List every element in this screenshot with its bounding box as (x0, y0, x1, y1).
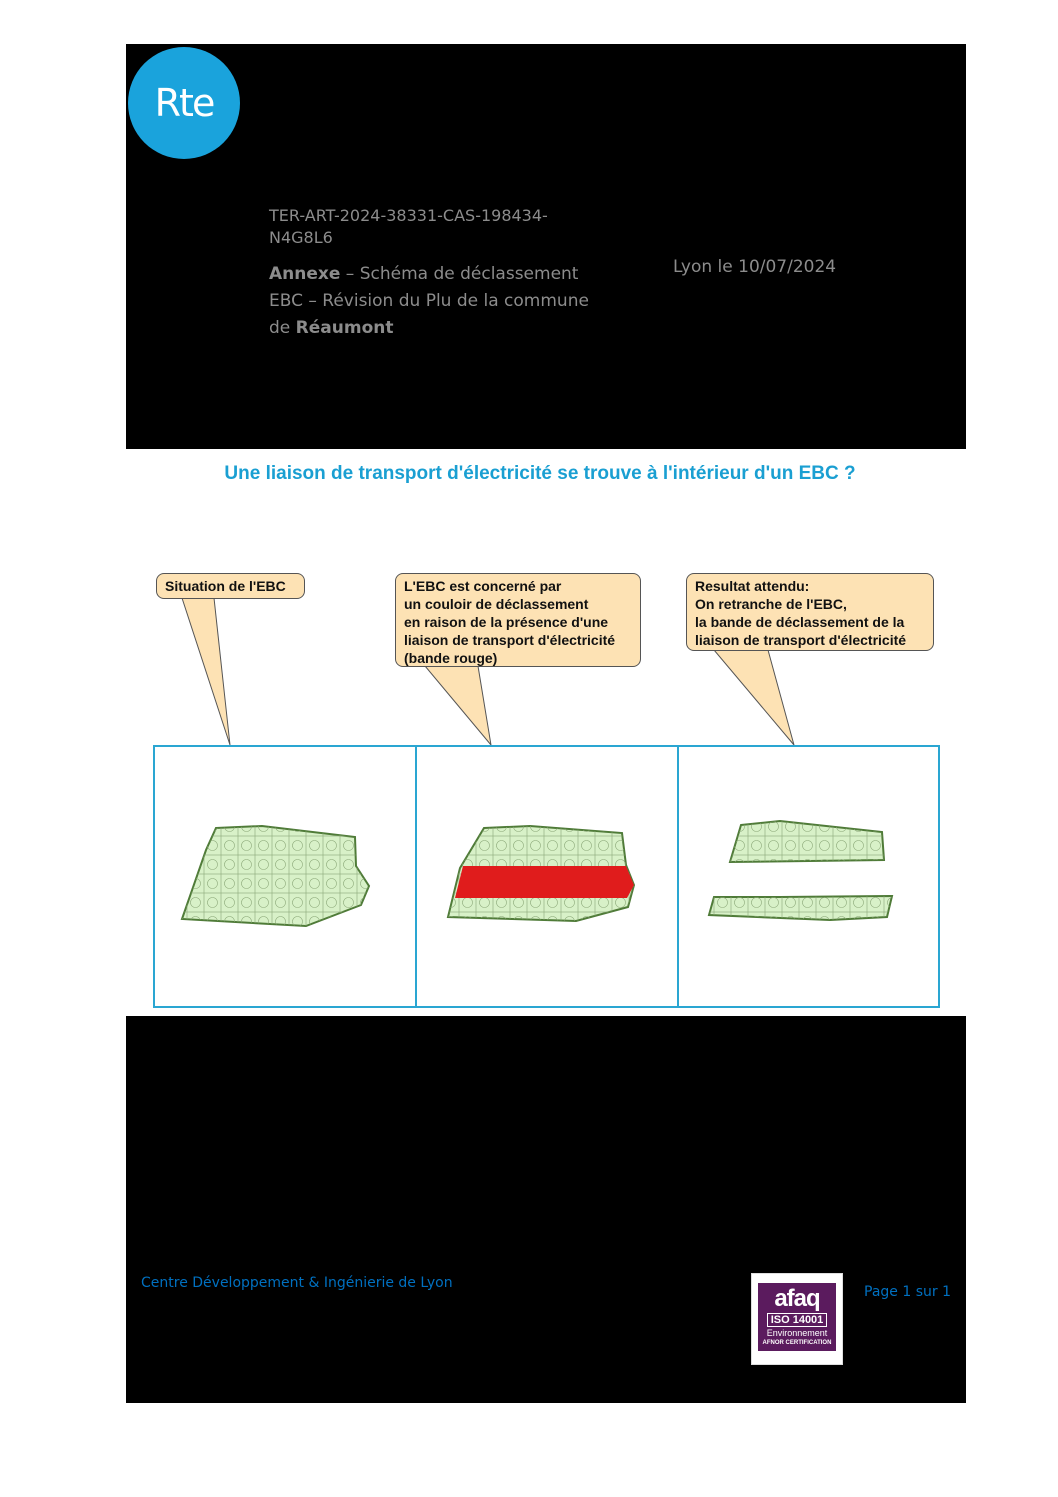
document-date: Lyon le 10/07/2024 (673, 257, 837, 277)
bubble-3-tail (714, 650, 794, 745)
callout-couloir (395, 573, 641, 667)
page-number: Page 1 sur 1 (864, 1284, 951, 1300)
callout-couloir-line: en raison de la présence d'une (404, 614, 609, 630)
panel-resultat (678, 746, 939, 1007)
callout-couloir-line: (bande rouge) (404, 650, 498, 666)
subject-bold-1: Annexe (269, 264, 341, 284)
callout-resultat-line: Resultat attendu: (695, 578, 810, 594)
declassement-band (455, 866, 634, 898)
cert-brand: afaq (774, 1285, 820, 1312)
bubble-1-tail (182, 598, 230, 745)
bubble-2-tail (425, 666, 491, 745)
cert-env: Environnement (766, 1328, 828, 1338)
callout-situation-line: Situation de l'EBC (165, 578, 286, 594)
cert-afnor: AFNOR CERTIFICATION (762, 1340, 832, 1346)
reference-line-2: N4G8L6 (269, 228, 333, 247)
callout-situation (156, 573, 305, 599)
footer-center-name: Centre Développement & Ingénierie de Lyon (141, 1275, 453, 1291)
callout-resultat-line: liaison de transport d'électricité (695, 632, 907, 648)
callout-couloir-line: un couloir de déclassement (404, 596, 589, 612)
subject-text: – Schéma de déclassement EBC – Révision du Plu de la commune de (269, 264, 589, 338)
reference-line-1: TER-ART-2024-38331-CAS-198434- (269, 206, 548, 225)
cert-iso: ISO 14001 (767, 1313, 828, 1327)
callout-couloir-line: L'EBC est concerné par (404, 578, 562, 594)
subject-bold-2: Réaumont (295, 318, 394, 338)
logo-text: Rte (154, 81, 214, 125)
callout-resultat-line: la bande de déclassement de la (695, 614, 905, 630)
diagram-title: Une liaison de transport d'électricité se trouve à l'intérieur d'un EBC ? (224, 463, 856, 484)
callout-resultat (686, 573, 934, 651)
callout-resultat-line: On retranche de l'EBC, (695, 596, 847, 612)
callout-couloir-line: liaison de transport d'électricité (404, 632, 616, 648)
